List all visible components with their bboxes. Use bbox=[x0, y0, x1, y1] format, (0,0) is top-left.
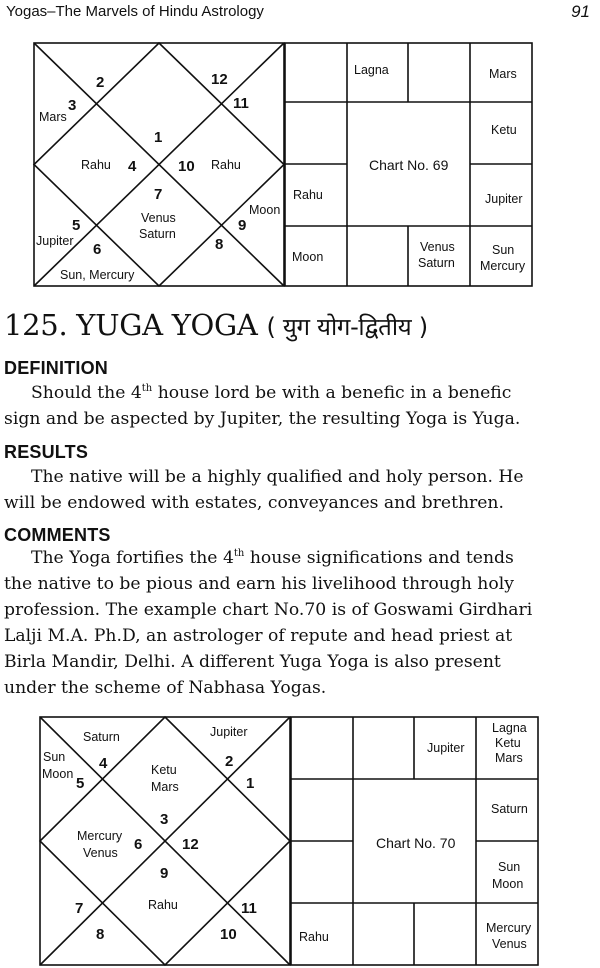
house-2-label: Jupiter bbox=[210, 725, 248, 739]
chart-69-north bbox=[33, 42, 286, 288]
cell-saturn: Saturn bbox=[418, 256, 455, 270]
house-8-number: 8 bbox=[96, 926, 105, 943]
chart-70-north bbox=[39, 716, 292, 968]
cell-moon: Moon bbox=[492, 877, 524, 891]
comments-heading: COMMENTS bbox=[4, 525, 111, 545]
comments-line-5: Birla Mandir, Delhi. A different Yuga Yoga is also present bbox=[4, 652, 501, 672]
house-8-number: 8 bbox=[215, 236, 224, 253]
house-6-label: Sun, Mercury bbox=[60, 268, 135, 282]
cell-mars: Mars bbox=[489, 67, 517, 81]
definition-line-1: Should the 4th house lord be with a benefic in a benefic bbox=[31, 383, 512, 403]
cell-mars: Mars bbox=[495, 751, 523, 765]
comments-line-6: under the scheme of Nabhasa Yogas. bbox=[4, 678, 327, 698]
definition-heading: DEFINITION bbox=[4, 358, 108, 378]
chart-70-south bbox=[290, 716, 540, 968]
house-12-number: 12 bbox=[211, 71, 228, 88]
chart-title: Chart No. 70 bbox=[376, 835, 456, 851]
house-7-label-venus: Venus bbox=[141, 211, 176, 225]
house-5-label: Jupiter bbox=[36, 234, 74, 248]
house-3-label: Mars bbox=[39, 110, 67, 124]
house-4-label: Saturn bbox=[83, 730, 120, 744]
section-title bbox=[4, 308, 428, 343]
house-5-number: 5 bbox=[76, 775, 85, 792]
cell-saturn: Saturn bbox=[491, 802, 528, 816]
house-10-number: 10 bbox=[178, 158, 195, 175]
house-2-number: 2 bbox=[96, 74, 105, 91]
chart-69-south-svg bbox=[284, 42, 534, 288]
house-10-number: 10 bbox=[220, 926, 237, 943]
chart-title: Chart No. 69 bbox=[369, 157, 449, 173]
house-7-number: 7 bbox=[154, 186, 163, 203]
house-5-number: 5 bbox=[72, 217, 81, 234]
house-6-number: 6 bbox=[134, 836, 143, 853]
section-hindi-title: ( युग योग-द्वितीय ) bbox=[266, 313, 428, 341]
house-4-number: 4 bbox=[128, 158, 137, 175]
chart-69-north-svg bbox=[33, 42, 286, 288]
cell-mercury: Mercury bbox=[486, 921, 532, 935]
cell-sun: Sun bbox=[492, 243, 515, 257]
house-3-number: 3 bbox=[68, 97, 77, 114]
house-7-number: 7 bbox=[75, 900, 84, 917]
house-6-label-venus: Venus bbox=[83, 846, 118, 860]
house-1-number: 1 bbox=[154, 129, 163, 146]
comments-text bbox=[4, 545, 596, 701]
house-5-label-sun: Sun bbox=[43, 750, 66, 764]
chart-69-south bbox=[284, 42, 534, 288]
comments-line-1: The Yoga fortifies the 4th house significations and tends bbox=[31, 548, 514, 568]
section-number: 125. bbox=[4, 308, 68, 342]
cell-rahu: Rahu bbox=[293, 188, 323, 202]
results-heading: RESULTS bbox=[4, 442, 89, 462]
chart-70-north-svg bbox=[39, 716, 292, 968]
cell-rahu: Rahu bbox=[299, 930, 329, 944]
page-header bbox=[4, 0, 596, 24]
cell-moon: Moon bbox=[292, 250, 324, 264]
house-2-number: 2 bbox=[225, 753, 234, 770]
house-7-label-saturn: Saturn bbox=[139, 227, 176, 241]
house-9-number: 9 bbox=[238, 217, 247, 234]
house-11-number: 11 bbox=[241, 900, 257, 917]
cell-venus: Venus bbox=[492, 937, 527, 951]
results-line-1: The native will be a highly qualified and holy person. He bbox=[31, 467, 524, 487]
comments-line-4: Lalji M.A. Ph.D, an astrologer of repute and head priest at bbox=[4, 626, 513, 646]
house-10-label: Rahu bbox=[211, 158, 241, 172]
comments-line-3: profession. The example chart No.70 is of Goswami Girdhari bbox=[4, 600, 533, 620]
cell-sun: Sun bbox=[498, 860, 521, 874]
comments-line-2: the native to be pious and earn his livelihood through holy bbox=[4, 574, 514, 594]
cell-lagna: Lagna bbox=[354, 63, 389, 77]
house-6-number: 6 bbox=[93, 241, 102, 258]
house-3-label-ketu: Ketu bbox=[151, 763, 177, 777]
house-1-number: 1 bbox=[246, 775, 255, 792]
results-text bbox=[4, 464, 596, 516]
house-3-label-mars: Mars bbox=[151, 780, 179, 794]
running-title: Yogas–The Marvels of Hindu Astrology bbox=[6, 3, 264, 20]
cell-jupiter: Jupiter bbox=[427, 741, 465, 755]
chart-70-south-svg bbox=[290, 716, 540, 968]
house-3-number: 3 bbox=[160, 811, 169, 828]
cell-ketu: Ketu bbox=[491, 123, 517, 137]
house-9-label: Rahu bbox=[148, 898, 178, 912]
house-11-number: 11 bbox=[233, 95, 249, 112]
house-9-number: 9 bbox=[160, 865, 169, 882]
section-name: YUGA YOGA bbox=[76, 308, 258, 342]
definition-line-2: sign and be aspected by Jupiter, the resulting Yoga is Yuga. bbox=[4, 409, 521, 429]
results-line-2: will be endowed with estates, conveyances and brethren. bbox=[4, 493, 504, 513]
cell-lagna: Lagna bbox=[492, 721, 527, 735]
cell-jupiter: Jupiter bbox=[485, 192, 523, 206]
house-9-label: Moon bbox=[249, 203, 281, 217]
page-number: 91 bbox=[571, 2, 590, 21]
house-4-number: 4 bbox=[99, 755, 108, 772]
cell-venus: Venus bbox=[420, 240, 455, 254]
house-6-label-mercury: Mercury bbox=[77, 829, 123, 843]
cell-ketu: Ketu bbox=[495, 736, 521, 750]
house-4-label: Rahu bbox=[81, 158, 111, 172]
definition-text bbox=[4, 380, 596, 432]
house-12-number: 12 bbox=[182, 836, 199, 853]
cell-mercury: Mercury bbox=[480, 259, 526, 273]
house-5-label-moon: Moon bbox=[42, 767, 74, 781]
